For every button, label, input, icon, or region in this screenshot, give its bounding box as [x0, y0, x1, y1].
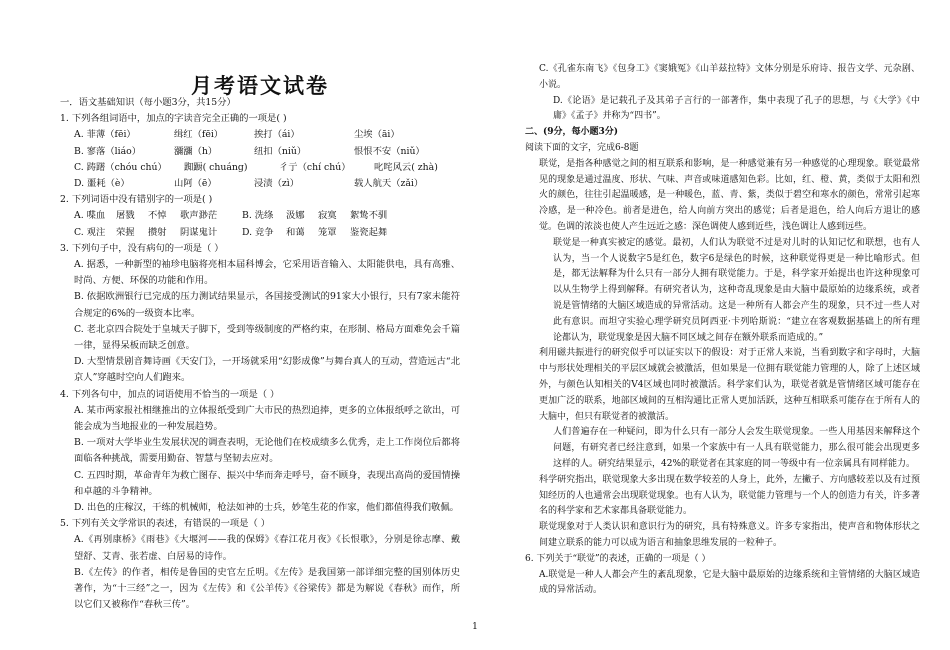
q1-row-d: [60, 176, 460, 192]
q1-a3: 挨打（ái）: [254, 129, 300, 141]
q1-c2: 踟蹰( chuáng): [184, 161, 248, 173]
q3-option-b: B. 依据欧洲银行已完成的压力测试结果显示，各国接受测试的91家大小银行，只有7家未能符合规定的6%的一级资本比率。: [74, 291, 460, 319]
q3-option-a: A. 据悉，一种新型的袖珍电脑将亮相本届科博会，它采用语音输入、太阳能供电，具有高雅、时尚、方便、环保的功能和作用。: [74, 259, 460, 287]
q2-b3: 寂寞: [318, 210, 337, 222]
q2-a4: 歌声渺茫: [180, 210, 218, 222]
section-2-heading: 二、(9分，每小题3分): [525, 127, 619, 138]
q1-c4: 叱咤风云( zhà): [374, 161, 438, 173]
q2-row-ab: [60, 208, 460, 224]
q5-option-a: A.《再别康桥》《雨巷》《大堰河——我的保姆》《春江花月夜》《长恨歌》，分别是徐志摩、戴望舒、艾青、张若虚、白居易的诗作。: [74, 534, 460, 562]
q3-option-d: D. 大型情景剧音舞诗画《天安门》，一开场就采用“幻影成像”与舞台真人的互动，营造远古“北京人”穿越时空向人们跑来。: [74, 356, 460, 384]
q1-b2: 瀰瀰（h）: [174, 145, 218, 157]
q2-b2: 汲娜: [286, 210, 305, 222]
reading-paragraph-5: 科学研究指出，联觉现象大多出现在数学较差的人身上，此外，左撇子、方向感较差以及有过预知经历的人也通常会出现联觉现象。也有人认为，联觉能力管理与一个人的创造力有关，许多著名的科学家和艺术家都具备联觉能力。: [539, 474, 920, 517]
q1-c3: 彳亍（chí chú）: [279, 161, 351, 173]
q1-stem: 1. 下列各组词语中，加点的字读音完全正确的一项是( ): [60, 113, 287, 125]
reading-paragraph-3: 利用磁共振进行的研究似乎可以证实以下的假设：对于正常人来说，当看到数字和字母时，大脑中与形状处理相关的平层区域就会被激活，但如果是一位拥有联觉能力管理的人，除了上述区域外，与颜色认知相关的V4区域也同时被激活。科学家们认为，联觉者就是管情绪区域可能存在更加广泛的联系，地部区域间的互相沟通比正常人更加活跃，这种互相联系可能存在于所有人的大脑中，但只有联觉者的被激活。: [539, 348, 920, 422]
page-number: 1: [472, 622, 478, 632]
right-column: [525, 62, 920, 599]
q2-a3: 不悼: [148, 210, 167, 222]
q5-option-b: B.《左传》的作者，相传是鲁国的史官左丘明。《左传》是我国第一部详细完整的国别体历史著作，为“十三经”之一，因为《左传》和《公羊传》《谷梁传》都是为解说《春秋》而作，所以它们又被称作“春秋三传”。: [74, 566, 460, 611]
q5-option-c: C.《孔雀东南飞》《包身工》《窦娥冤》《山羊兹拉特》文体分别是乐府诗、报告文学、元杂剧、小说。: [539, 64, 920, 90]
q1-d2: 山阿（ē）: [174, 178, 217, 190]
q4-option-d: D. 出色的庄稼汉，干练的机械师，枪法如神的士兵，妙笔生花的作家，他们都值得我们敬佩。: [74, 502, 459, 514]
q4-option-b: B. 一项对大学毕业生发展状况的调查表明，无论他们在校成绩多么优秀，走上工作岗位后都将面临各种挑战，需要用勤奋、智慧与坚韧去应对。: [74, 437, 460, 465]
q3-stem: 3. 下列句子中，没有病句的一项是（ ）: [60, 242, 224, 254]
q2-d2: 和蔼: [286, 226, 305, 238]
q5-option-d: D.《论语》是记载孔子及其弟子言行的一部著作，集中表现了孔子的思想，与《大学》《中庸》《孟子》并称为“四书”。: [553, 95, 920, 122]
section-1-heading: 一．语文基础知识（每小题3分，共15分）: [60, 97, 236, 108]
q1-row-b: [60, 144, 460, 160]
q1-d4: 载人航天（zǎi）: [354, 178, 424, 190]
q1-b1: B. 寥落（liáo）: [74, 145, 142, 157]
q2-a2: 屠戮: [116, 210, 135, 222]
q2-row-cd: [60, 225, 460, 241]
reading-paragraph-6: 联觉现象对于人类认识和意识行为的研究，具有特殊意义。许多专家指出，使声音和物体形状之间建立联系的能力可以成为语言和抽象思维发展的一粒种子。: [539, 522, 920, 548]
reading-intro: 阅读下面的文字，完成6-8题: [525, 142, 639, 153]
q1-a2: 缉红（fēi）: [174, 129, 224, 141]
left-column: [60, 62, 460, 614]
q4-stem: 4. 下列各句中，加点的词语使用不恰当的一项是（ ）: [60, 388, 280, 400]
page-title: 月考语文试卷: [191, 73, 329, 98]
q1-c1: C. 踌躇（chóu chú）: [74, 161, 167, 173]
reading-paragraph-1: 联觉，是指各种感觉之间的相互联系和影响，是一种感觉兼有另一种感觉的心理现象。联觉最常见的现象是通过温度、形状、气味、声音或味道感知色彩。比如，红、橙、黄，类似于太阳和烈火的颜色，往往引起温暖感，是一种暖色，蓝、青、紫，类似于碧空和寒水的颜色，常常引起寒冷感，是一种冷色。前者是进色，给人向前方突出的感觉；后者是退色，给人向后方退让的感觉。色调的浓淡也使人产生远近之感：深色调使人感到近些，浅色调让人感到远些。: [539, 158, 920, 232]
q1-row-c: [60, 160, 460, 176]
q2-c1: C. 观注: [74, 226, 106, 238]
q1-a4: 尘埃（āi）: [354, 129, 400, 141]
q2-stem: 2. 下列词语中没有错别字的一项是( ): [60, 194, 213, 206]
q6-option-a: A.联觉是一种人人都会产生的紊乱现象，它是大脑中最原始的边缘系统和主管情绪的大脑区域造成的异常活动。: [539, 569, 920, 596]
q6-stem: 6. 下列关于“联觉”的表述，正确的一项是（ ）: [525, 553, 711, 564]
q2-c2: 荣握: [116, 226, 135, 238]
q1-d1: D. 噩耗（è）: [74, 178, 130, 190]
q3-option-c: C. 老北京四合院处于皇城天子脚下，受到等级制度的严格约束，在形制、格局方面难免会千篇一律，显得呆板而缺乏创意。: [74, 323, 460, 352]
q2-b4: 絮鸷不驯: [350, 210, 388, 222]
q2-d4: 鉴瓷起舞: [350, 226, 388, 238]
q5-stem: 5. 下列有关文学常识的表述，有错误的一项是（ ）: [60, 518, 271, 530]
q4-option-c: C. 五四时期，革命青年为救亡图存、振兴中华而奔走呼号，奋不顾身，表现出高尚的爱国情操和卓越的斗争精神。: [74, 469, 460, 497]
q1-row-a: [60, 127, 460, 143]
q1-b3: 纽扣（niǔ）: [254, 145, 307, 157]
q4-option-a: A. 某市两家报社相继推出的立体报纸受到广大市民的热烈追捧，更多的立体报纸呼之欲出，可能会成为当地报业的一种发展趋势。: [74, 404, 460, 433]
reading-paragraph-4: 人们普遍存在一种疑问，即为什么只有一部分人会发生联觉现象。一些人用基因来解释这个问题，有研究者已经注意到，如果一个家族中有一人具有联觉能力，那么很可能会出现更多这样的人。研究结果显示，42%的联觉者在其家庭的同一等级中有一位亲属具有同样能力。: [553, 427, 920, 469]
q2-d3: 笼罩: [318, 226, 337, 238]
q2-b1: B. 洗绦: [242, 210, 274, 222]
q2-a1: A. 喋血: [74, 210, 106, 222]
q2-c3: 攒射: [148, 226, 167, 238]
q1-d3: 浸渍（zì）: [254, 178, 300, 190]
q1-b4: 恨恨不安（niǔ）: [354, 145, 425, 157]
q2-c4: 阴谋鬼计: [180, 226, 218, 238]
q1-a1: A. 菲薄（fēi）: [74, 129, 136, 141]
q2-d1: D. 竞争: [242, 226, 274, 238]
reading-paragraph-2: 联觉是一种真实被定的感觉。最初，人们认为联觉不过是对儿时的认知记忆和联想，也有人认为，当一个人说数字5是红色，数字6是绿色的时候，这种联觉得更是一种比喻形式。但是，都无法解释为什么只有一部分人拥有联觉能力。于是，科学家开始提出也许这种现象可以从生物学上得到解释。有研究者认为，这种奇乱现象是由大脑中最原始的边缘系统，或者说是管情绪的大脑区域造成的异常活动。这是一种所有人都会产生的现象，只不过一些人对此有意识。而坦守实验心理学研究员阿西亚·卡列哈斯说：“建立在客观数据基础上的所有理论都认为，联觉现象是因大脑不同区域之间存在额外联系而造成的。”: [553, 237, 920, 343]
